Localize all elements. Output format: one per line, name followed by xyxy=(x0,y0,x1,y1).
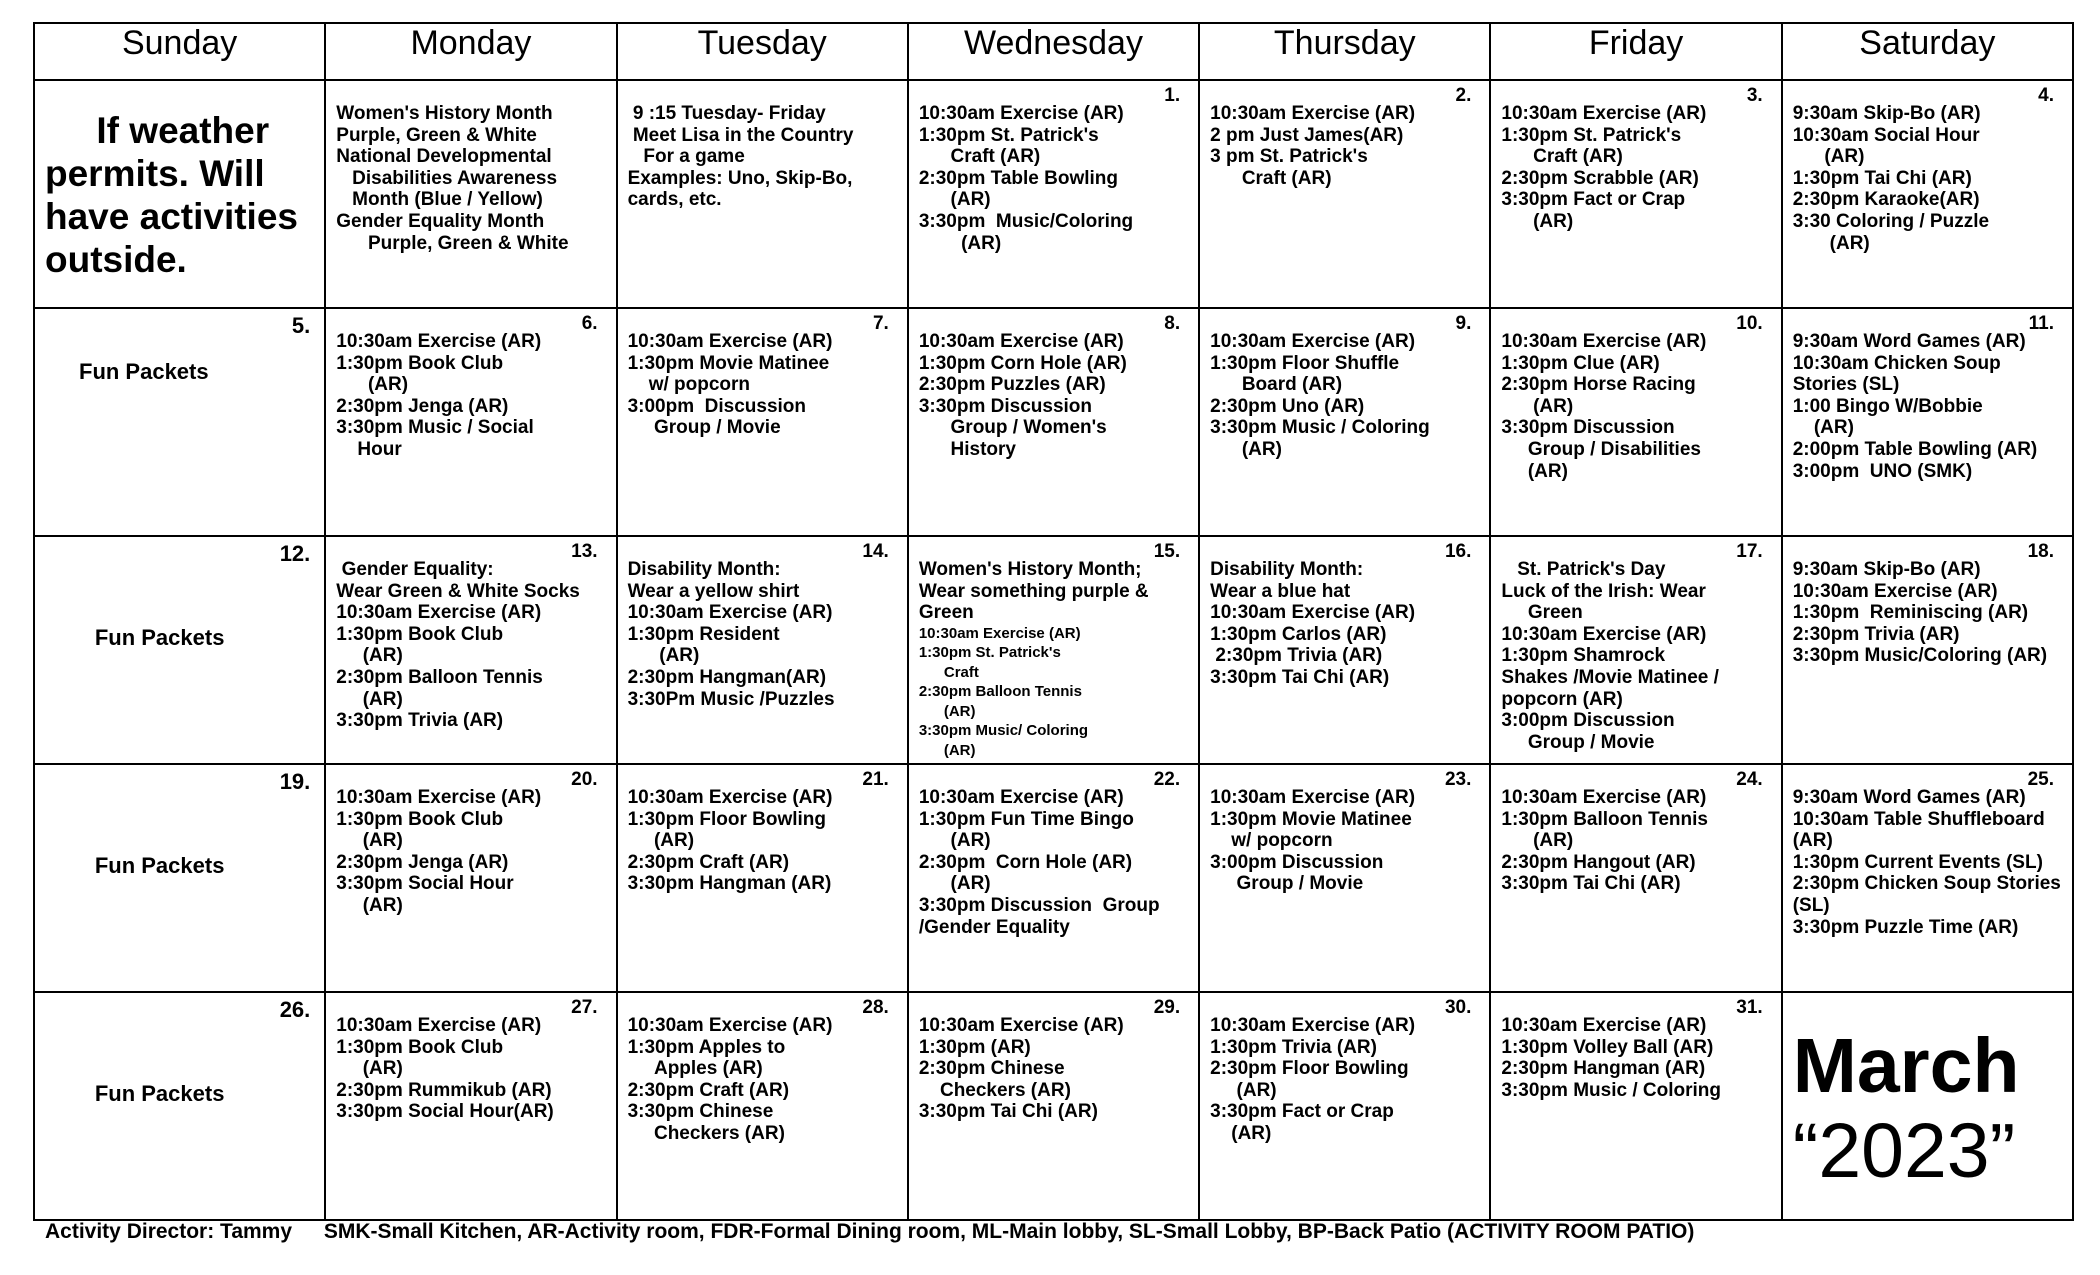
event-line: Disability Month: xyxy=(627,559,781,580)
event-line: 3:30pm Discussion xyxy=(918,395,1093,417)
event-line: History xyxy=(918,438,1016,460)
event-line: 3:30pm Fact or Crap xyxy=(1501,189,1686,211)
day-number: 1. xyxy=(1164,85,1181,106)
event-list xyxy=(326,81,615,254)
event-line: (AR) xyxy=(1501,395,1574,417)
event-line: Examples: Uno, Skip-Bo, xyxy=(627,167,853,189)
event-line: 1:30pm Trivia (AR) xyxy=(1210,1036,1377,1058)
event-line: Gender Equality Month xyxy=(336,210,545,232)
event-line: Craft (AR) xyxy=(1501,146,1623,168)
event-line: 1:30pm Resident xyxy=(627,623,780,645)
event-line: 1:30pm (AR) xyxy=(918,1036,1031,1058)
day-number: 14. xyxy=(862,541,889,562)
event-line: 3:30pm Music/ Coloring xyxy=(918,722,1089,740)
event-line: National Developmental xyxy=(336,146,552,168)
event-line: 3:00pm UNO (SMK) xyxy=(1792,460,1973,482)
event-line: (AR) xyxy=(627,645,700,667)
event-line: 2:30pm Rummikub (AR) xyxy=(336,1079,552,1101)
weekday-header: Saturday xyxy=(1782,23,2073,80)
event-line: 3:30pm Discussion Group xyxy=(918,894,1160,916)
day-cell-wednesday xyxy=(908,308,1199,536)
event-list xyxy=(1491,81,1780,233)
event-line: 2:30pm Trivia (AR) xyxy=(1210,645,1383,667)
day-cell-friday xyxy=(1490,536,1781,764)
event-line: 10:30am Exercise (AR) xyxy=(1210,1015,1416,1036)
event-list xyxy=(909,81,1198,254)
day-cell-monday xyxy=(325,536,616,764)
event-line: 3:30pm Music/Coloring (AR) xyxy=(1792,645,2048,667)
event-line: 3:30pm Tai Chi (AR) xyxy=(918,1101,1098,1123)
event-line: 2 pm Just James(AR) xyxy=(1210,124,1404,146)
event-line: w/ popcorn xyxy=(627,374,751,396)
day-cell-thursday xyxy=(1199,308,1490,536)
event-line: 1:30pm Balloon Tennis xyxy=(1501,808,1708,830)
event-line: 3:00pm Discussion xyxy=(1210,851,1384,873)
event-line: 10:30am Exercise (AR) xyxy=(627,331,833,352)
event-line: (AR) xyxy=(1210,1122,1272,1144)
event-line: (AR) xyxy=(918,702,976,720)
event-line: 10:30am Exercise (AR) xyxy=(627,1015,833,1036)
day-cell-tuesday xyxy=(617,764,908,992)
event-line: Green xyxy=(1501,602,1583,624)
event-line: 10:30am Chicken Soup xyxy=(1792,352,2001,374)
event-line: 2:30pm Puzzles (AR) xyxy=(918,374,1106,396)
event-line: Green xyxy=(918,602,974,624)
day-number: 18. xyxy=(2027,541,2054,562)
event-line: Women's History Month; xyxy=(918,559,1142,580)
event-line: 10:30am Exercise (AR) xyxy=(1210,331,1416,352)
event-line: (AR) xyxy=(1210,438,1282,460)
event-list xyxy=(909,537,1198,760)
event-line: Purple, Green & White xyxy=(336,124,537,146)
event-line: 2:30pm Balloon Tennis xyxy=(918,683,1082,701)
event-line: 3:30pm Fact or Crap xyxy=(1210,1101,1394,1123)
event-line: Women's History Month xyxy=(336,103,553,124)
event-list xyxy=(1200,81,1489,189)
footer xyxy=(45,1220,1720,1244)
day-cell-friday xyxy=(1490,308,1781,536)
event-line: St. Patrick's Day xyxy=(1501,559,1666,580)
event-line: 1:30pm Apples to xyxy=(627,1036,786,1058)
event-line: Wear Green & White Socks xyxy=(336,580,580,602)
fun-packets-label: Fun Packets xyxy=(94,625,225,650)
event-line: 10:30am Exercise (AR) xyxy=(1501,787,1707,808)
event-line: 10:30am Social Hour xyxy=(1792,124,1980,146)
day-number: 16. xyxy=(1444,541,1472,562)
weekday-header: Friday xyxy=(1490,23,1781,80)
event-line: 1:30pm Clue (AR) xyxy=(1501,352,1660,374)
event-line: 2:30pm Hangman (AR) xyxy=(1501,1058,1706,1080)
event-line: 1:30pm Tai Chi (AR) xyxy=(1792,167,1972,189)
event-line: 1:30pm Current Events (SL) xyxy=(1792,851,2043,873)
event-line: /Gender Equality xyxy=(918,916,1070,938)
day-cell-monday xyxy=(325,992,616,1220)
event-line: 1:30pm St. Patrick's xyxy=(1501,124,1682,146)
event-line: 3:30pm Hangman (AR) xyxy=(627,873,832,895)
day-cell-wednesday xyxy=(908,80,1199,308)
event-line: 3:30pm Social Hour(AR) xyxy=(336,1101,554,1123)
event-line: 10:30am Exercise (AR) xyxy=(336,602,542,624)
event-line: For a game xyxy=(627,146,745,168)
event-line: (AR) xyxy=(918,232,1002,254)
event-line: 9:30am Skip-Bo (AR) xyxy=(1792,103,1981,124)
event-line: (AR) xyxy=(336,374,409,396)
event-line: 2:00pm Table Bowling (AR) xyxy=(1792,438,2038,460)
event-line: 10:30am Exercise (AR) xyxy=(1501,103,1707,124)
event-line: 2:30pm Hangout (AR) xyxy=(1501,851,1696,873)
event-line: 1:30pm Floor Bowling xyxy=(627,808,827,830)
event-list xyxy=(618,309,907,439)
event-line: 1:30pm Fun Time Bingo xyxy=(918,808,1134,830)
event-line: (AR) xyxy=(1501,210,1574,232)
event-line: Group / Disabilities xyxy=(1501,438,1701,460)
week-row xyxy=(34,308,2073,536)
day-cell-monday xyxy=(325,308,616,536)
event-line: 1:30pm Carlos (AR) xyxy=(1210,623,1387,645)
day-number: 21. xyxy=(862,769,889,790)
event-line: 10:30am Table Shuffleboard xyxy=(1792,808,2045,830)
day-number: 22. xyxy=(1153,769,1181,790)
event-line: 2:30pm Trivia (AR) xyxy=(1792,623,1960,645)
day-cell-sunday xyxy=(34,536,325,764)
event-line: Craft (AR) xyxy=(1210,167,1332,189)
event-line: 10:30am Exercise (AR) xyxy=(336,787,542,808)
event-line: (AR) xyxy=(1501,460,1568,482)
event-line: (AR) xyxy=(627,830,695,852)
event-line: 2:30pm Hangman(AR) xyxy=(627,666,827,688)
event-line: 2:30pm Corn Hole (AR) xyxy=(918,851,1133,873)
day-number: 7. xyxy=(872,313,889,334)
day-number: 10. xyxy=(1736,313,1763,334)
day-cell-wednesday xyxy=(908,536,1199,764)
event-line: 2:30pm Scrabble (AR) xyxy=(1501,167,1699,189)
day-number: 17. xyxy=(1736,541,1763,562)
week-row xyxy=(34,80,2073,308)
event-line: (AR) xyxy=(1792,830,1833,852)
event-line: Hour xyxy=(336,438,402,460)
day-cell-thursday xyxy=(1199,536,1490,764)
event-list xyxy=(326,309,615,461)
event-list xyxy=(618,81,907,211)
event-line: 10:30am Exercise (AR) xyxy=(1501,331,1707,352)
day-cell-wednesday xyxy=(908,764,1199,992)
month-title: March xyxy=(1792,1023,2020,1109)
event-line: Group / Movie xyxy=(1501,731,1655,753)
event-line: 9:30am Skip-Bo (AR) xyxy=(1792,559,1981,580)
event-line: (AR) xyxy=(336,830,403,852)
event-line: 10:30am Exercise (AR) xyxy=(336,1015,542,1036)
event-line: Group / Movie xyxy=(627,417,781,439)
event-line: 1:30pm Book Club xyxy=(336,808,504,830)
day-cell-tuesday xyxy=(617,536,908,764)
day-cell-thursday xyxy=(1199,764,1490,992)
day-number: 5. xyxy=(291,313,311,338)
event-line: 1:30pm Book Club xyxy=(336,623,504,645)
day-number: 26. xyxy=(279,997,311,1022)
day-cell-saturday xyxy=(1782,764,2073,992)
event-line: 3:30pm Music / Coloring xyxy=(1210,417,1430,439)
event-line: 9:30am Word Games (AR) xyxy=(1792,331,2026,352)
day-cell-tuesday xyxy=(617,308,908,536)
day-number: 28. xyxy=(862,997,889,1018)
location-legend: SMK-Small Kitchen, AR-Activity room, FDR-Formal Dining room, ML-Main lobby, SL-Small Lobby, BP-Back Patio (ACTIVITY ROOM PATIO) xyxy=(323,1220,1695,1243)
day-number: 6. xyxy=(581,313,598,334)
event-line: Wear a blue hat xyxy=(1210,580,1351,602)
weekday-header: Wednesday xyxy=(908,23,1199,80)
weather-note: If weather permits. Will have activities outside. xyxy=(45,110,298,280)
event-line: Wear a yellow shirt xyxy=(627,580,800,602)
event-line: Craft (AR) xyxy=(918,146,1041,168)
event-line: 1:30pm Movie Matinee xyxy=(1210,808,1412,830)
event-line: 10:30am Exercise (AR) xyxy=(1210,787,1416,808)
event-line: 1:30pm Volley Ball (AR) xyxy=(1501,1036,1714,1058)
event-line: 10:30am Exercise (AR) xyxy=(1792,580,1998,602)
weekday-header: Thursday xyxy=(1199,23,1490,80)
event-line: 2:30pm Jenga (AR) xyxy=(336,851,509,873)
event-line: 3:30pm Discussion xyxy=(1501,417,1675,439)
event-line: 2:30pm Horse Racing xyxy=(1501,374,1696,396)
event-line: 10:30am Exercise (AR) xyxy=(1501,623,1707,645)
event-line: 10:30am Exercise (AR) xyxy=(918,787,1124,808)
event-line: Luck of the Irish: Wear xyxy=(1501,580,1706,602)
day-number: 19. xyxy=(279,769,311,794)
event-line: 2:30pm Jenga (AR) xyxy=(336,395,509,417)
event-line: (AR) xyxy=(336,1058,403,1080)
event-line: popcorn (AR) xyxy=(1501,688,1623,710)
event-line: 1:30pm St. Patrick's xyxy=(918,644,1061,662)
day-cell-saturday xyxy=(1782,80,2073,308)
calendar-grid xyxy=(33,22,2074,1221)
event-line: Craft xyxy=(918,663,979,681)
event-line: 3 pm St. Patrick's xyxy=(1210,146,1368,168)
event-line: 3:30pm Trivia (AR) xyxy=(336,710,504,732)
event-line: 1:30pm Reminiscing (AR) xyxy=(1792,602,2029,624)
day-cell-saturday xyxy=(1782,308,2073,536)
fun-packets-label: Fun Packets xyxy=(79,359,209,384)
event-line: 2:30pm Karaoke(AR) xyxy=(1792,189,1980,211)
day-cell-friday xyxy=(1490,992,1781,1220)
event-line: Disabilities Awareness xyxy=(336,167,558,189)
day-cell-monday xyxy=(325,80,616,308)
event-line: 2:30pm Chicken Soup Stories xyxy=(1792,873,2061,895)
day-number: 12. xyxy=(279,541,311,566)
event-line: 1:30pm Book Club xyxy=(336,352,504,374)
event-line: (AR) xyxy=(918,189,991,211)
event-line: Apples (AR) xyxy=(627,1058,763,1080)
day-cell-tuesday xyxy=(617,992,908,1220)
event-line: Group / Women's xyxy=(918,417,1107,439)
event-line: 10:30am Exercise (AR) xyxy=(1210,103,1416,124)
event-line: Meet Lisa in the Country xyxy=(627,124,854,146)
event-line: 2:30pm Floor Bowling xyxy=(1210,1058,1409,1080)
day-number: 25. xyxy=(2027,769,2054,790)
event-line: 3:30Pm Music /Puzzles xyxy=(627,688,835,710)
year-title: “2023” xyxy=(1792,1108,2016,1194)
event-list xyxy=(1200,309,1489,461)
week-row xyxy=(34,992,2073,1220)
event-line: 3:30pm Puzzle Time (AR) xyxy=(1792,916,2019,938)
event-line: Group / Movie xyxy=(1210,873,1364,895)
day-cell-saturday xyxy=(1782,992,2073,1220)
event-line: (AR) xyxy=(336,645,403,667)
event-line: 3:00pm Discussion xyxy=(627,395,807,417)
event-line: 3:30 Coloring / Puzzle xyxy=(1792,210,1990,232)
day-cell-thursday xyxy=(1199,992,1490,1220)
day-number: 2. xyxy=(1455,85,1472,106)
day-number: 30. xyxy=(1444,997,1472,1018)
day-number: 15. xyxy=(1153,541,1181,562)
weekday-header: Tuesday xyxy=(617,23,908,80)
event-line: 3:30pm Tai Chi (AR) xyxy=(1501,873,1681,895)
event-line: (AR) xyxy=(1792,232,1870,254)
weekday-header: Monday xyxy=(325,23,616,80)
day-cell-thursday xyxy=(1199,80,1490,308)
event-line: Purple, Green & White xyxy=(336,232,569,254)
day-number: 27. xyxy=(571,997,598,1018)
day-cell-tuesday xyxy=(617,80,908,308)
event-line: 2:30pm Balloon Tennis xyxy=(336,666,543,688)
weekday-header-row xyxy=(34,23,2073,80)
event-line: 2:30pm Craft (AR) xyxy=(627,1079,790,1101)
day-cell-sunday xyxy=(34,992,325,1220)
calendar xyxy=(33,22,2074,1221)
event-line: (SL) xyxy=(1792,894,1830,916)
week-row xyxy=(34,764,2073,992)
event-line: 3:30pm Music/Coloring xyxy=(918,210,1134,232)
event-line: 10:30am Exercise (AR) xyxy=(627,787,833,808)
day-cell-friday xyxy=(1490,80,1781,308)
event-line: (AR) xyxy=(918,830,991,852)
day-number: 24. xyxy=(1736,769,1763,790)
day-number: 9. xyxy=(1455,313,1472,334)
event-line: Shakes /Movie Matinee / xyxy=(1501,666,1719,688)
event-line: 2:30pm Chinese xyxy=(918,1058,1065,1080)
day-cell-sunday xyxy=(34,308,325,536)
event-list xyxy=(909,309,1198,461)
day-cell-sunday xyxy=(34,764,325,992)
event-line: (AR) xyxy=(1792,146,1865,168)
event-line: 1:30pm Movie Matinee xyxy=(627,352,830,374)
event-line: 9 :15 Tuesday- Friday xyxy=(627,103,826,124)
event-list xyxy=(326,537,615,732)
day-number: 8. xyxy=(1164,313,1181,334)
event-line: (AR) xyxy=(1792,417,1854,439)
event-line: (AR) xyxy=(1210,1079,1277,1101)
event-line: 3:30pm Music / Social xyxy=(336,417,534,439)
day-cell-friday xyxy=(1490,764,1781,992)
day-cell-sunday xyxy=(34,80,325,308)
event-line: Wear something purple & xyxy=(918,580,1149,602)
event-line: (AR) xyxy=(918,873,991,895)
day-number: 13. xyxy=(571,541,598,562)
event-line: 9:30am Word Games (AR) xyxy=(1792,787,2026,808)
day-number: 11. xyxy=(2028,313,2054,334)
event-line: 2:30pm Table Bowling xyxy=(918,167,1119,189)
day-cell-monday xyxy=(325,764,616,992)
event-line: 10:30am Exercise (AR) xyxy=(1210,602,1416,624)
event-line: 2:30pm Uno (AR) xyxy=(1210,395,1365,417)
event-line: 10:30am Exercise (AR) xyxy=(918,103,1124,124)
day-number: 23. xyxy=(1444,769,1472,790)
event-line: 3:30pm Tai Chi (AR) xyxy=(1210,666,1390,688)
event-line: 1:30pm Shamrock xyxy=(1501,645,1666,667)
fun-packets-label: Fun Packets xyxy=(94,1081,225,1106)
event-line: (AR) xyxy=(336,894,403,916)
event-line: (AR) xyxy=(918,741,976,759)
event-line: Gender Equality: xyxy=(336,559,494,580)
day-number: 31. xyxy=(1736,997,1763,1018)
event-line: Month (Blue / Yellow) xyxy=(336,189,543,211)
event-line: 10:30am Exercise (AR) xyxy=(918,331,1124,352)
event-line: 3:30pm Chinese xyxy=(627,1101,774,1123)
event-line: Disability Month: xyxy=(1210,559,1364,580)
event-line: 10:30am Exercise (AR) xyxy=(336,331,542,352)
event-line: 1:00 Bingo W/Bobbie xyxy=(1792,395,1983,417)
event-line: Checkers (AR) xyxy=(627,1122,785,1144)
event-line: 1:30pm St. Patrick's xyxy=(918,124,1099,146)
event-line: 3:30pm Social Hour xyxy=(336,873,514,895)
day-number: 20. xyxy=(571,769,598,790)
activity-director: Activity Director: Tammy xyxy=(45,1220,293,1243)
event-line: 10:30am Exercise (AR) xyxy=(1501,1015,1707,1036)
day-number: 4. xyxy=(2038,85,2054,106)
event-line: 3:00pm Discussion xyxy=(1501,710,1675,732)
event-line: 3:30pm Music / Coloring xyxy=(1501,1079,1721,1101)
week-row xyxy=(34,536,2073,764)
day-number: 3. xyxy=(1746,85,1763,106)
event-line: (AR) xyxy=(1501,830,1574,852)
event-line: 10:30am Exercise (AR) xyxy=(627,602,833,624)
day-cell-saturday xyxy=(1782,536,2073,764)
event-line: 10:30am Exercise (AR) xyxy=(918,1015,1124,1036)
event-line: (AR) xyxy=(336,688,403,710)
event-line: 1:30pm Book Club xyxy=(336,1036,504,1058)
event-line: Stories (SL) xyxy=(1792,374,1900,396)
weekday-header: Sunday xyxy=(34,23,325,80)
event-line: 2:30pm Craft (AR) xyxy=(627,851,790,873)
event-list xyxy=(1783,81,2072,254)
event-line: 10:30am Exercise (AR) xyxy=(918,624,1081,642)
event-line: w/ popcorn xyxy=(1210,830,1333,852)
day-cell-wednesday xyxy=(908,992,1199,1220)
fun-packets-label: Fun Packets xyxy=(94,853,225,878)
event-line: Board (AR) xyxy=(1210,374,1343,396)
event-list xyxy=(1491,537,1780,753)
event-line: 1:30pm Floor Shuffle xyxy=(1210,352,1400,374)
event-line: Checkers (AR) xyxy=(918,1079,1071,1101)
day-number: 29. xyxy=(1153,997,1181,1018)
event-line: cards, etc. xyxy=(627,189,722,211)
event-line: 1:30pm Corn Hole (AR) xyxy=(918,352,1127,374)
